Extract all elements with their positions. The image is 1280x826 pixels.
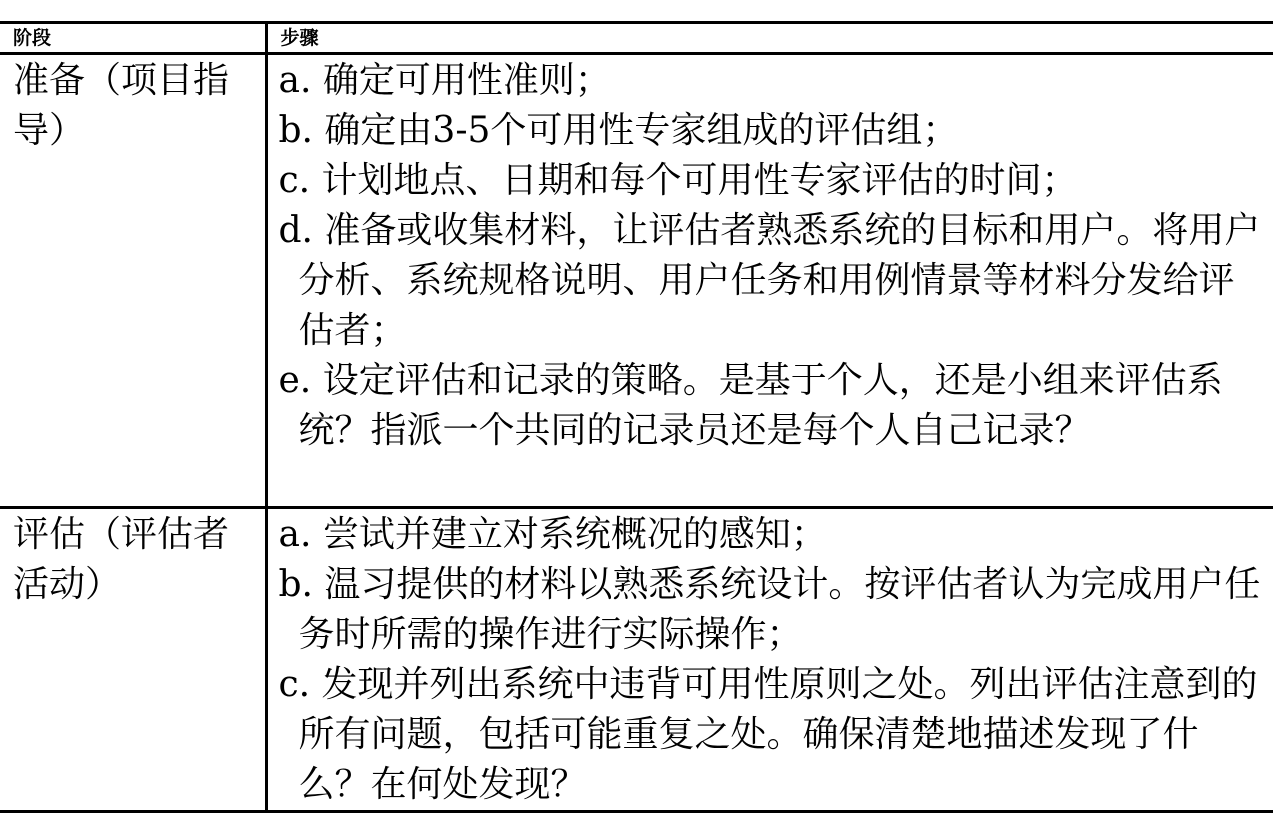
table-header-row (0, 23, 1273, 54)
steps-cell-evaluation (266, 508, 1273, 812)
table-row-evaluation (0, 508, 1273, 812)
step-item: d. 准备或收集材料，让评估者熟悉系统的目标和用户。将用户分析、系统规格说明、用户任务和用例情景等材料分发给评估者； (278, 210, 1261, 351)
step-item: a. 尝试并建立对系统概况的感知； (278, 514, 827, 555)
step-item: c. 发现并列出系统中违背可用性原则之处。列出评估注意到的所有问题，包括可能重复之处。确保清楚地描述发现了什么？在何处发现？ (278, 664, 1258, 805)
stage-cell-preparation: 准备（项目指导） (0, 54, 266, 508)
step-item: c. 计划地点、日期和每个可用性专家评估的时间； (278, 160, 1078, 201)
step-item: b. 确定由3-5个可用性专家组成的评估组； (278, 110, 959, 151)
header-stage: 阶段 (0, 23, 266, 54)
stage-cell-evaluation: 评估（评估者活动） (0, 508, 266, 812)
table-row-preparation (0, 54, 1273, 508)
evaluation-stages-table (0, 21, 1273, 813)
step-item: b. 温习提供的材料以熟悉系统设计。按评估者认为完成用户任务时所需的操作进行实际操作； (278, 564, 1261, 655)
steps-cell-preparation (266, 54, 1273, 508)
header-steps: 步骤 (266, 23, 1273, 54)
step-item: a. 确定可用性准则； (278, 60, 611, 101)
step-item: e. 设定评估和记录的策略。是基于个人，还是小组来评估系统？指派一个共同的记录员还是每个人自己记录？ (278, 360, 1223, 451)
